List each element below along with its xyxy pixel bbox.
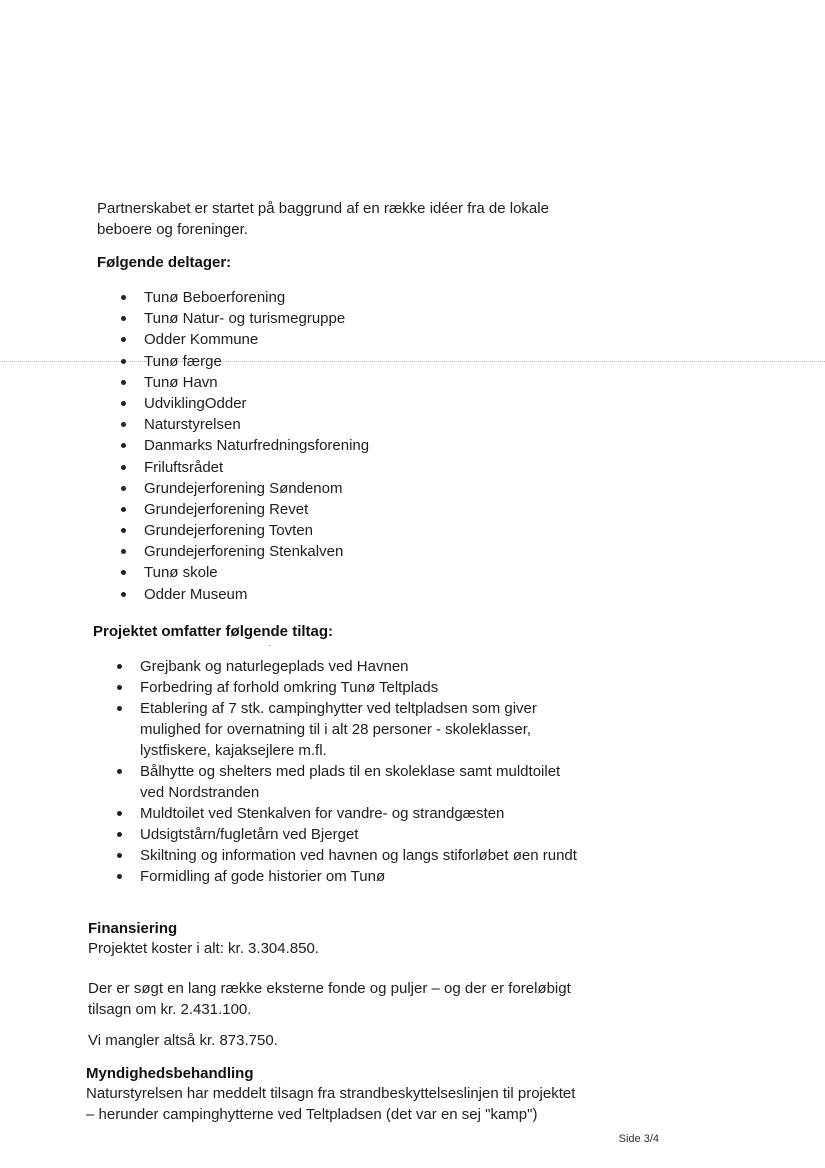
- list-item: Bålhytte og shelters med plads til en skoleklase samt muldtoilet ved Nordstranden: [115, 761, 577, 803]
- list-item: Tunø Beboerforening: [119, 287, 539, 308]
- list-item: Tunø færge: [119, 351, 539, 372]
- list-item: Formidling af gode historier om Tunø: [115, 866, 577, 887]
- finance-heading: Finansiering: [88, 920, 178, 937]
- list-item: Odder Kommune: [119, 329, 539, 350]
- list-item: Etablering af 7 stk. campinghytter ved teltpladsen som giver mulighed for overnatning til i alt 28 personer - skoleklasser, lystfiskere, kajaksejlere m.fl.: [115, 698, 577, 761]
- participants-list: [119, 287, 539, 605]
- list-item: Grundejerforening Søndenom: [119, 478, 539, 499]
- page-number: Side 3/4: [618, 1133, 659, 1145]
- measures-list: [115, 656, 577, 887]
- authority-text: Naturstyrelsen har meddelt tilsagn fra strandbeskyttelseslinjen til projektet – herunder campinghytterne ved Teltpladsen (det var en sej "kamp"): [86, 1085, 576, 1123]
- list-item: Grundejerforening Tovten: [119, 520, 539, 541]
- list-item: Skiltning og information ved havnen og langs stiforløbet øen rundt: [115, 845, 577, 866]
- list-item: Danmarks Naturfredningsforening: [119, 435, 539, 456]
- finance-cost: Projektet koster i alt: kr. 3.304.850.: [88, 940, 319, 957]
- list-item: Tunø Havn: [119, 372, 539, 393]
- scan-artifact-dot: [268, 645, 271, 646]
- list-item: Grejbank og naturlegeplads ved Havnen: [115, 656, 577, 677]
- list-item: UdviklingOdder: [119, 393, 539, 414]
- list-item: Naturstyrelsen: [119, 414, 539, 435]
- list-item: Muldtoilet ved Stenkalven for vandre- og strandgæsten: [115, 803, 577, 824]
- authority-heading: Myndighedsbehandling: [86, 1065, 254, 1082]
- list-item: Grundejerforening Stenkalven: [119, 541, 539, 562]
- list-item: Tunø skole: [119, 562, 539, 583]
- list-item: Grundejerforening Revet: [119, 499, 539, 520]
- list-item: Tunø Natur- og turismegruppe: [119, 308, 539, 329]
- list-item: Friluftsrådet: [119, 457, 539, 478]
- list-item: Odder Museum: [119, 584, 539, 605]
- measures-heading: Projektet omfatter følgende tiltag:: [93, 623, 334, 640]
- finance-missing: Vi mangler altså kr. 873.750.: [88, 1032, 278, 1049]
- list-item: Forbedring af forhold omkring Tunø Teltplads: [115, 677, 577, 698]
- finance-funds: Der er søgt en lang række eksterne fonde og puljer – og der er foreløbigt tilsagn om kr. 2.431.100.: [88, 980, 571, 1018]
- intro-paragraph: Partnerskabet er startet på baggrund af en række idéer fra de lokale beboere og foreninger.: [97, 200, 549, 238]
- list-item: Udsigtstårn/fugletårn ved Bjerget: [115, 824, 577, 845]
- participants-heading: Følgende deltager:: [97, 254, 232, 271]
